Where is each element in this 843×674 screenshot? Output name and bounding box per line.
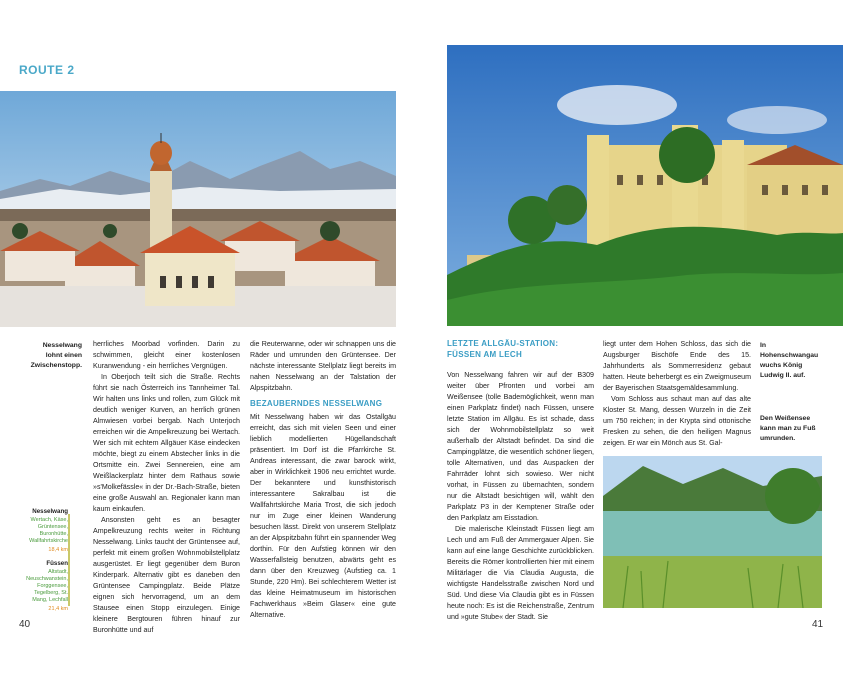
route-line bbox=[68, 514, 70, 606]
right-column-1 bbox=[447, 370, 594, 623]
paragraph: die Reuterwanne, oder wir schnappen uns die Räder und umrunden den Grüntensee. Der nächste interessante Stellplatz liegt bereits im nahen Nesselwang an der Talstation der Alpspitzbahn. bbox=[250, 340, 396, 392]
paragraph: In Oberjoch teilt sich die Straße. Rechts führt sie nach Österreich ins Tannheimer Tal. Wir halten uns links und rollen, zum Glück mit deutlich weniger Kurven, an herrlich grünen Almwiesen vorbei bergab. Nach Unterjoch erreichen wir die Ampelkreuzung bei Wertach. Wer sich mit echtem Allgäuer Käse eindecken möchte, biegt zu einem Abstecher links in die Ortsmitte ein. Zwei Sennereien, eine am Weißlackerplatz hinter dem Rathaus sowie »s'Molkefässle« in der Dr.-Bach-Straße, bieten eine große Auswahl an. Regionaler kann man kaum einkaufen. bbox=[93, 373, 240, 513]
left-column-1 bbox=[93, 339, 240, 636]
page-number-left: 40 bbox=[19, 619, 31, 630]
nesselwang-photo bbox=[0, 91, 396, 327]
heading-line-2: FÜSSEN AM LECH bbox=[447, 350, 523, 359]
paragraph: Vom Schloss aus schaut man auf das alte Kloster St. Mang, dessen Wurzeln in die Zeit um 750 reichen; in der Krypta sind ottonische Fresken zu sehen, die den heiligen Magnus zeigen. Er war ein Mönch aus St. Gal- bbox=[603, 395, 751, 447]
paragraph: Ansonsten geht es an besagter Ampelkreuzung rechts weiter in Richtung Nesselwang. Links taucht der Grüntensee auf, perfekt mit einem großen Wohnmobilstellplatz ausgerüstet. Er liegt gegenüber dem Buron Kinderpark. Alternativ gibt es daneben den Grüntensee Campingplatz. Beide Plätze eignen sich hervorragend, um an dem Stausee einen Stopp einzulegen. Einige kleinere Bergtouren führen hinauf zur Buronhütte und auf bbox=[93, 516, 240, 634]
stop-nesselwang-highlights: Wertach, Käse, Grüntensee, Buronhütte, Wallfahrtskirche bbox=[29, 517, 68, 544]
stop-nesselwang: Nesselwang bbox=[32, 508, 68, 515]
lake-caption: Den Weißensee kann man zu Fuß umrunden. bbox=[760, 415, 816, 442]
route-strip bbox=[22, 508, 68, 613]
section-heading-fuessen bbox=[447, 338, 597, 360]
paragraph: herrliches Moorbad vorfinden. Darin zu schwimmen, gleicht einer kostenlosen Kuranwendung - ein herrliches Vergnügen. bbox=[93, 340, 240, 370]
page-number-right: 41 bbox=[812, 619, 824, 630]
stop-fuessen-highlights: Altstadt, Neuschwanstein, Forggensee, Tegelberg, St. Mang, Lechfall bbox=[26, 569, 68, 603]
left-column-2 bbox=[250, 339, 396, 621]
paragraph: Die malerische Kleinstadt Füssen liegt am Lech und am Fuß der Ammergauer Alpen. Sie kann auf eine lange Geschichte zurückblicken. Bereits die Römer kontrollierten hier mit einem Militärlager die Via Claudia Augusta, die wichtigste Handelsstraße zwischen Nord und Süd. Und diese Via Claudia gibt es in Füssen heute noch: Es ist die Reichenstraße, Zentrum und »gute Stube« der Stadt. Sie bbox=[447, 525, 594, 621]
paragraph: Von Nesselwang fahren wir auf der B309 weiter über Pfronten und vorbei am Weißensee (tolle Bademöglichkeit, wenn man einen Parkplatz findet) nach Füssen, unsere letzte Station im Allgäu. Es ist schade, dass sich der Wohnmobilstellplatz so weit außerhalb der Altstadt befindet. Da sind die Campingplätze, die wesentlich schöner liegen, tolle Alternativen, und das Auspacken der Fahrräder lohnt sich sowieso. Wer nicht vorhat, in Füssen zu übernachten, sondern nur die Altstadt besichtigen will, wählt den Parkplatz P3 in der Kemptener Straße oder den Parkplatz am Eisstadion. bbox=[447, 371, 594, 522]
distance-2: 21,4 km bbox=[48, 606, 68, 612]
paragraph: liegt unter dem Hohen Schloss, das sich die Augsburger Bischöfe Ende des 15. Jahrhunderts als Sommerresidenz gebaut hatten. Heute beherbergt es ein Zweigmuseum der Bayerischen Staatsgemäldesammlung. bbox=[603, 340, 751, 392]
lake-photo bbox=[603, 456, 822, 608]
route-label: ROUTE 2 bbox=[19, 63, 75, 77]
section-heading: BEZAUBERNDES NESSELWANG bbox=[250, 399, 383, 408]
stop-fuessen: Füssen bbox=[46, 560, 68, 567]
heading-line-1: LETZTE ALLGÄU-STATION: bbox=[447, 339, 559, 348]
nesselwang-caption: Nesselwang lohnt einen Zwischenstopp. bbox=[30, 342, 82, 369]
right-column-2 bbox=[603, 339, 751, 449]
castle-caption: In Hohenschwangau wuchs König Ludwig II. auf. bbox=[760, 342, 819, 379]
distance-1: 18,4 km bbox=[48, 547, 68, 553]
paragraph: Mit Nesselwang haben wir das Ostallgäu erreicht, das sich mit vielen Seen und einer lieblich modellierten Hügellandschaft präsentiert. Im Dorf ist die Pfarrkirche St. Andreas interessant, die zwar barock wirkt, aber in Wirklichkeit 1906 neu errichtet wurde. Der bekanntere und kunsthistorisch interessantere Sakralbau ist die Wallfahrtskirche Maria Trost, die sich jedoch nur im Zuge einer kleinen Wanderung besuchen lässt. Direkt von unserem Stellplatz an der Alpspitzbahn führt ein spannender Weg dorthin. Für den Aufstieg können wir den Wasserfallsteig benutzen, abwärts geht es dann über den Kreuzweg (Aufstieg ca. 1 Stunde, 220 Hm). Bei schlechterem Wetter ist das kleine Heimatmuseum im historischen Fachwerkhaus »Beim Glaser« eine gute Alternative. bbox=[250, 413, 396, 619]
castle-photo bbox=[447, 45, 843, 326]
